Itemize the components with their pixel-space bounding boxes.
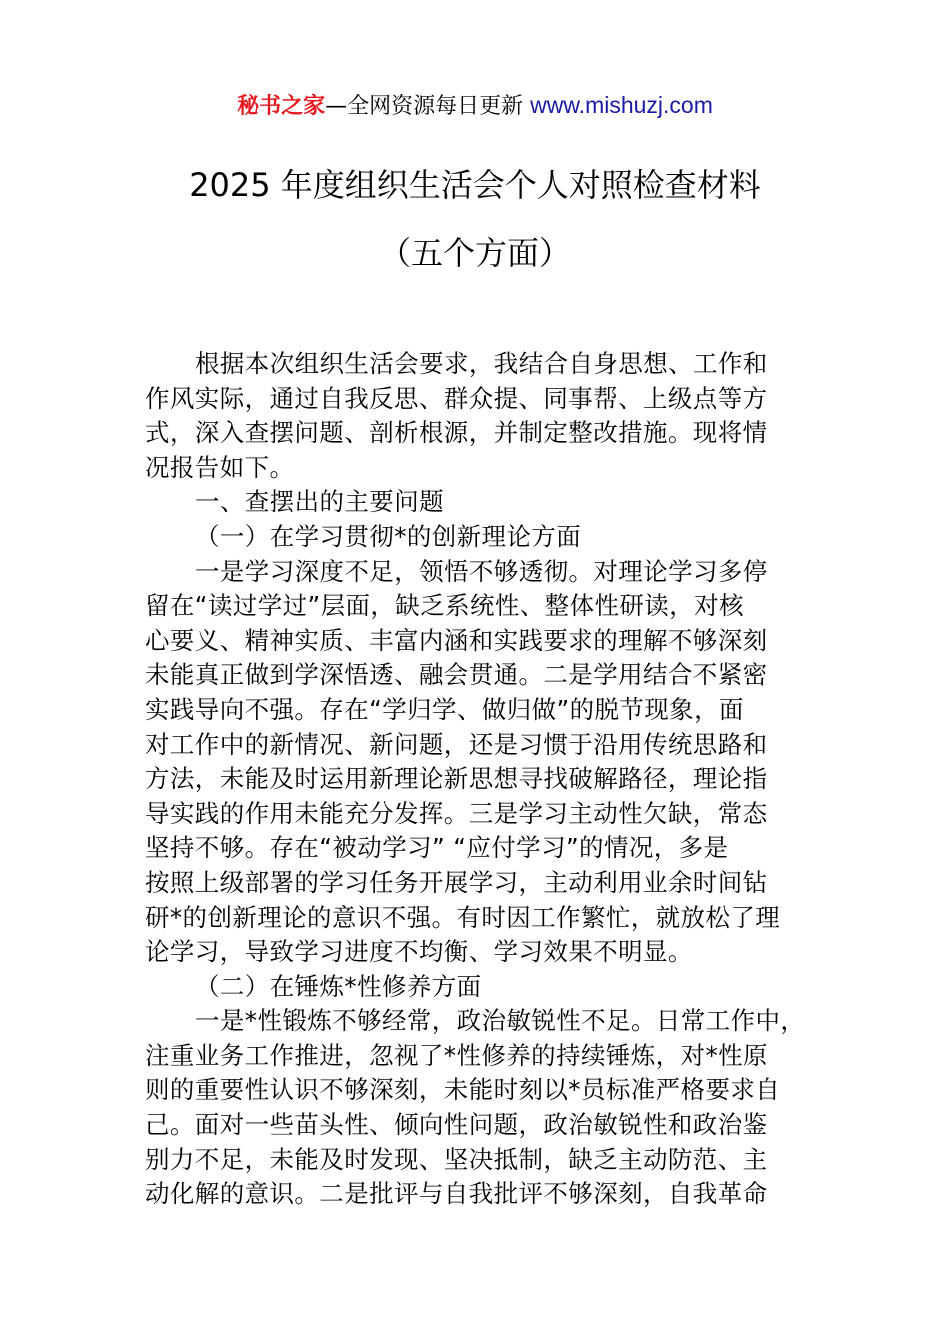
subsection-heading: （二）在锤炼*性修养方面 <box>195 971 482 1001</box>
body-line: 对工作中的新情况、新问题，还是习惯于沿用传统思路和 <box>145 729 768 759</box>
body-line: 实践导向不强。存在“学归学、做归做”的脱节现象，面 <box>145 694 744 724</box>
body-line: 留在“读过学过”层面，缺乏系统性、整体性研读，对核 <box>145 591 744 621</box>
body-line: 导实践的作用未能充分发挥。三是学习主动性欠缺，常态 <box>145 798 768 828</box>
body-line: 作风实际，通过自我反思、群众提、同事帮、上级点等方 <box>145 383 768 413</box>
document-body <box>145 347 810 1212</box>
document-title: 2025 年度组织生活会个人对照检查材料 <box>189 166 761 204</box>
body-line: 研*的创新理论的意识不强。有时因工作繁忙，就放松了理 <box>145 902 781 932</box>
body-line: 注重业务工作推进，忽视了*性修养的持续锤炼，对*性原 <box>145 1040 768 1070</box>
body-line: 心要义、精神实质、丰富内涵和实践要求的理解不够深刻 <box>145 625 768 655</box>
subsection-heading: （一）在学习贯彻*的创新理论方面 <box>195 521 582 551</box>
body-line: 论学习，导致学习进度不均衡、学习效果不明显。 <box>145 937 693 967</box>
body-line: 别力不足，未能及时发现、坚决抵制，缺乏主动防范、主 <box>145 1144 768 1174</box>
body-line: 一是学习深度不足，领悟不够透彻。对理论学习多停 <box>195 556 768 586</box>
body-line: 未能真正做到学深悟透、融会贯通。二是学用结合不紧密 <box>145 660 768 690</box>
document-subtitle: （五个方面） <box>378 234 571 272</box>
body-line: 己。面对一些苗头性、倾向性问题，政治敏锐性和政治鉴 <box>145 1110 768 1140</box>
body-line: 则的重要性认识不够深刻，未能时刻以*员标准严格要求自 <box>145 1075 781 1105</box>
body-line: 式，深入查摆问题、剖析根源，并制定整改措施。现将情 <box>145 418 768 448</box>
body-line: 坚持不够。存在“被动学习” “应付学习”的情况，多是 <box>145 833 729 863</box>
body-line: 动化解的意识。二是批评与自我批评不够深刻，自我革命 <box>145 1179 768 1209</box>
body-line: 一是*性锻炼不够经常，政治敏锐性不足。日常工作中， <box>195 1006 806 1036</box>
site-url-link[interactable]: www.mishuzj.com <box>530 92 713 118</box>
site-header <box>0 88 950 124</box>
body-line: 按照上级部署的学习任务开展学习，主动利用业余时间钻 <box>145 867 768 897</box>
body-line: 根据本次组织生活会要求，我结合自身思想、工作和 <box>195 349 768 378</box>
brand-name: 秘书之家 <box>237 94 326 119</box>
body-line: 方法，未能及时运用新理论新思想寻找破解路径，理论指 <box>145 764 768 794</box>
section-heading: 一、查摆出的主要问题 <box>195 487 444 517</box>
body-line: 况报告如下。 <box>145 452 295 482</box>
header-tagline: —全网资源每日更新 <box>325 94 531 119</box>
